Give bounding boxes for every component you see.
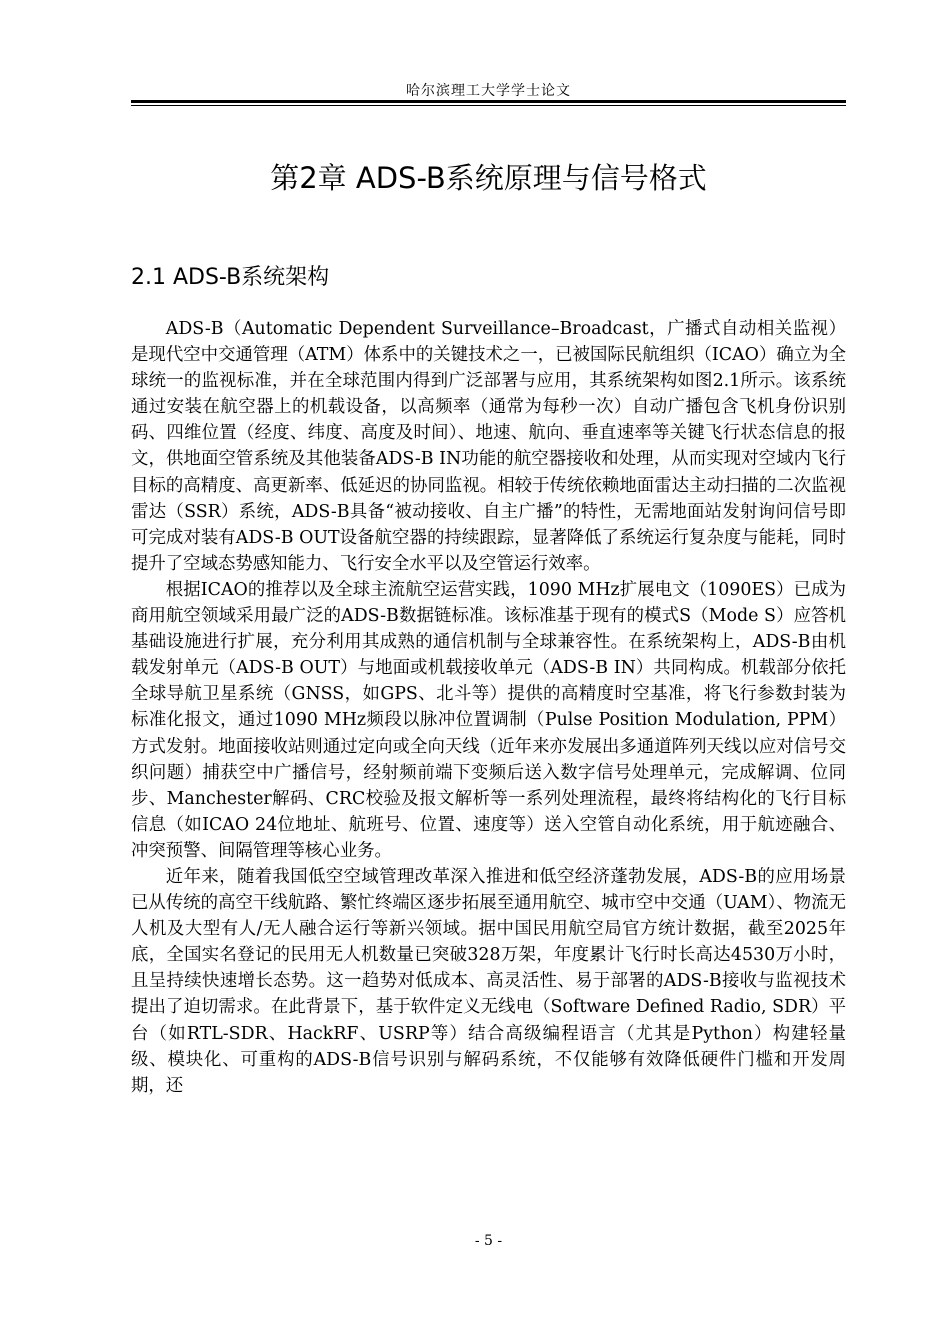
header-rule-thick <box>131 100 846 103</box>
paragraph: 近年来，随着我国低空空域管理改革深入推进和低空经济蓬勃发展，ADS-B的应用场景已从传统的高空干线航路、繁忙终端区逐步拓展至通用航空、城市空中交通（UAM）、物流无人机及大型有人/无人融合运行等新兴领域。据中国民用航空局官方统计数据，截至2025年底，全国实名登记的民用无人机数量已突破328万架，年度累计飞行时长高达4530万小时，且呈持续快速增长态势。这一趋势对低成本、高灵活性、易于部署的ADS-B接收与监视技术提出了迫切需求。在此背景下，基于软件定义无线电（Software Defined Radio, SDR）平台（如RTL-SDR、HackRF、USRP等）结合高级编程语言（尤其是Python）构建轻量级、模块化、可重构的ADS-B信号识别与解码系统，不仅能够有效降低硬件门槛和开发周期，还 <box>131 866 846 1096</box>
section-heading: 2.1 ADS-B系统架构 <box>131 265 330 290</box>
chapter-title: 第2章 ADS-B系统原理与信号格式 <box>270 161 707 195</box>
header-rule-thin <box>131 105 846 106</box>
paragraph: ADS-B（Automatic Dependent Surveillance–Broadcast，广播式自动相关监视）是现代空中交通管理（ATM）体系中的关键技术之一，已被国际民航组织（ICAO）确立为全球统一的监视标准，并在全球范围内得到广泛部署与应用，其系统架构如图2.1所示。该系统通过安装在航空器上的机载设备，以高频率（通常为每秒一次）自动广播包含飞机身份识别码、四维位置（经度、纬度、高度及时间）、地速、航向、垂直速率等关键飞行状态信息的报文，供地面空管系统及其他装备ADS-B IN功能的航空器接收和处理，从而实现对空域内飞行目标的高精度、高更新率、低延迟的协同监视。相较于传统依赖地面雷达主动扫描的二次监视雷达（SSR）系统，ADS-B具备“被动接收、自主广播”的特性，无需地面站发射询问信号即可完成对装有ADS-B OUT设备航空器的持续跟踪，显著降低了系统运行复杂度与能耗，同时提升了空域态势感知能力、飞行安全水平以及空管运行效率。 <box>131 319 846 574</box>
page-number: - 5 - <box>474 1233 503 1249</box>
running-header: 哈尔滨理工大学学士论文 <box>406 83 571 99</box>
paragraph: 根据ICAO的推荐以及全球主流航空运营实践，1090 MHz扩展电文（1090ES）已成为商用航空领域采用最广泛的ADS-B数据链标准。该标准基于现有的模式S（Mode S）应答机基础设施进行扩展，充分利用其成熟的通信机制与全球兼容性。在系统架构上，ADS-B由机载发射单元（ADS-B OUT）与地面或机载接收单元（ADS-B IN）共同构成。机载部分依托全球导航卫星系统（GNSS，如GPS、北斗等）提供的高精度时空基准，将飞行参数封装为标准化报文，通过1090 MHz频段以脉冲位置调制（Pulse Position Modulation, PPM）方式发射。地面接收站则通过定向或全向天线（近年来亦发展出多通道阵列天线以应对信号交织问题）捕获空中广播信号，经射频前端下变频后送入数字信号处理单元，完成解调、位同步、Manchester解码、CRC校验及报文解析等一系列处理流程，最终将结构化的飞行目标信息（如ICAO 24位地址、航班号、位置、速度等）送入空管自动化系统，用于航迹融合、冲突预警、间隔管理等核心业务。 <box>131 579 846 861</box>
body-text <box>131 316 846 1099</box>
